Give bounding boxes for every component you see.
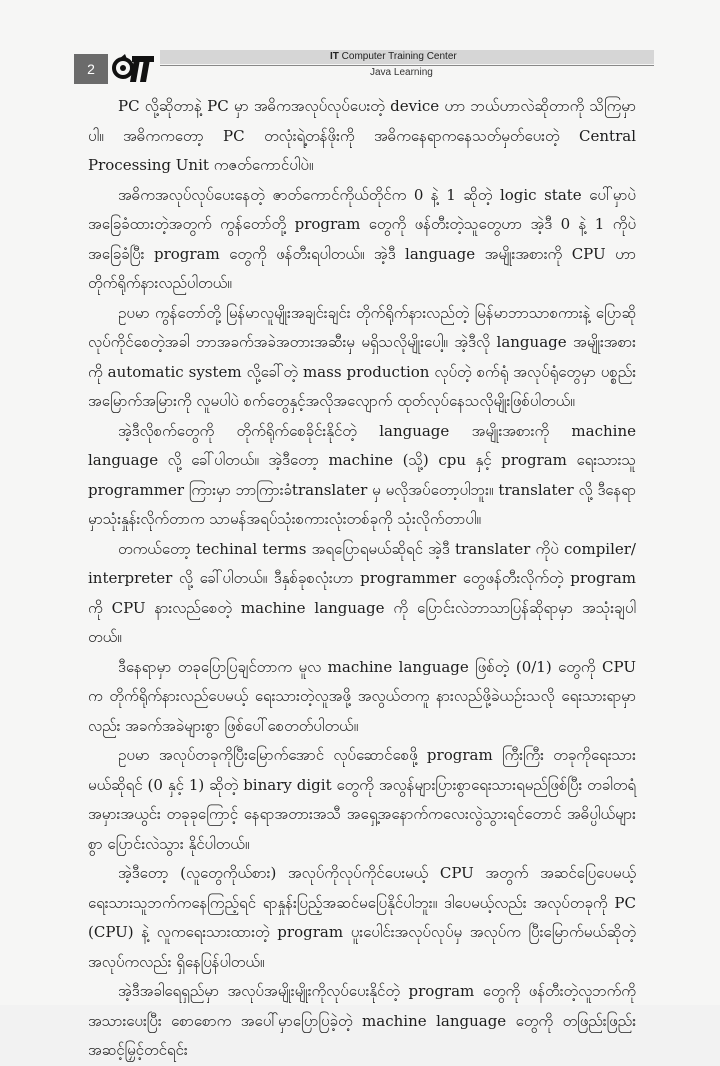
header-rule xyxy=(160,65,654,66)
itt-logo-icon xyxy=(110,48,158,88)
paragraph: ဥပမာ ကွန်တော်တို့ မြန်မာလူမျိုးအချင်းချင်း တိုက်ရိုက်နားလည်တဲ့ မြန်မာဘာသာစကားနဲ့ ပြောဆိုလုပ်ကိုင်စေတဲ့အခါ ဘာအခက်အခဲအတားအဆီးမှ မရှိသလိုမျိုးပေါ့။ အဲ့ဒီလို language အမျိုးအစားကို automatic system လို့ခေါ်တဲ့ mass production လုပ်တဲ့ စက်ရုံ အလုပ်ရုံတွေမှာ ပစ္စည်းအမြောက်အမြားကို လူမပါပဲ စက်တွေနှင့်အလိုအလျောက် ထုတ်လုပ်နေသလိုမျိုးဖြစ်ပါတယ်။ xyxy=(88,303,636,410)
paragraph: အဲ့ဒီလိုစက်တွေကို တိုက်ရိုက်စေခိုင်းနိုင်တဲ့ language အမျိုးအစားကို machine language လို့ ခေါ်ပါတယ်။ အဲ့ဒီတော့ machine (သို့) cpu နှင့် program ရေးသားသူ programmer ကြားမှာ ဘာကြားခံtranslater မှ မလိုအပ်တော့ပါဘူး။ translater လို့ ဒီနေရာမှာသုံးနှုန်းလိုက်တာက သာမန်အရပ်သုံးစကားလုံးတစ်ခုကို သုံးလိုက်တာပါ။ xyxy=(88,421,636,528)
header-title: IT Computer Training Center xyxy=(330,51,457,62)
paragraph: ဥပမာ အလုပ်တခုကိုပြီးမြောက်အောင် လုပ်ဆောင်စေဖို့ program ကြီးကြီး တခုကိုရေးသားမယ်ဆိုရင် (0 နှင့် 1) ဆိုတဲ့ binary digit တွေကို အလွန်များပြားစွာရေးသားရမည်ဖြစ်ပြီး တခါတရံအမှားအယွင်း တခုခုကြောင့် နေရာအတားအသီ အရှေ့အနောက်ကလေးလွဲသွားရင်တောင် အဓိပ္ပါယ်များစွာ ပြောင်းလဲသွား နိုင်ပါတယ်။ xyxy=(88,746,636,853)
paragraph: ဒီနေရာမှာ တခုပြောပြချင်တာက မူလ machine language ဖြစ်တဲ့ (0/1) တွေကို CPU က တိုက်ရိုက်နားလည်ပေမယ့် ရေးသားတဲ့လူအဖို့ အလွယ်တကူ နားလည်ဖို့ခဲယဉ်းသလို ရေးသားရာမှာလည်း အခက်အခဲများစွာ ဖြစ်ပေါ်စေတတ်ပါတယ်။ xyxy=(88,657,636,735)
paragraph: အဓိကအလုပ်လုပ်ပေးနေတဲ့ ဇာတ်ကောင်ကိုယ်တိုင်က 0 နဲ့ 1 ဆိုတဲ့ logic state ပေါ်မှာပဲ အခြေခံထားတဲ့အတွက် ကွန်တော်တို့ program တွေကို ဖန်တီးတဲ့သူတွေဟာ အဲ့ဒီ 0 နဲ့ 1 ကိုပဲ အခြေခံပြီး program တွေကို ဖန်တီးရပါတယ်။ အဲ့ဒီ language အမျိုးအစားကို CPU ဟာတိုက်ရိုက်နားလည်ပါတယ်။ xyxy=(88,185,636,292)
page-number: 2 xyxy=(74,54,108,84)
page-header xyxy=(0,42,720,92)
paragraph: PC လို့ဆိုတာနဲ့ PC မှာ အဓိကအလုပ်လုပ်ပေးတဲ့ device ဟာ ဘယ်ဟာလဲဆိုတာကို သိကြမှာပါ။ အဓိကကတော့ PC တလုံးရဲ့တန်ဖိုးကို အဓိကနေရာကနေသတ်မှတ်ပေးတဲ့ Central Processing Unit ကဇတ်ကောင်ပါပဲ။ xyxy=(88,97,636,174)
body-text xyxy=(88,92,636,1066)
paragraph: အဲ့ဒီအခါရေရှည်မှာ အလုပ်အမျိုးမျိုးကိုလုပ်ပေးနိုင်တဲ့ program တွေကို ဖန်တီးတဲ့လူဘက်ကို အသားပေးပြီး စောစောက အပေါ်မှာပြောပြခဲ့တဲ့ machine language တွေကို တဖြည်းဖြည်းအဆင့်မြှင့်တင်ရင်း xyxy=(88,982,636,1059)
header-subtitle: Java Learning xyxy=(370,67,433,78)
paragraph: အဲ့ဒီတော့ (လူတွေကိုယ်စား) အလုပ်ကိုလုပ်ကိုင်ပေးမယ့် CPU အတွက် အဆင်ပြေပေမယ့် ရေးသားသူဘက်ကနေကြည့်ရင် ရာနှုန်းပြည့်အဆင်မပြေနိုင်ပါဘူး။ ဒါပေမယ့်လည်း အလုပ်တခုကို PC (CPU) နဲ့ လူကရေးသားထားတဲ့ program ပူးပေါင်းအလုပ်လုပ်မှ အလုပ်က ပြီးမြောက်မယ်ဆိုတဲ့အလုပ်ကလည်း ရှိနေပြန်ပါတယ်။ xyxy=(88,864,636,971)
paragraph: တကယ်တော့ techinal terms အရပြောရမယ်ဆိုရင် အဲ့ဒီ translater ကိုပဲ compiler/ interpreter လို့ ခေါ်ပါတယ်။ ဒီနှစ်ခုစလုံးဟာ programmer တွေဖန်တီးလိုက်တဲ့ program ကို CPU နားလည်စေတဲ့ machine language ကို ပြောင်းလဲဘာသာပြန်ဆိုရာမှာ အသုံးချပါတယ်။ xyxy=(88,539,636,646)
